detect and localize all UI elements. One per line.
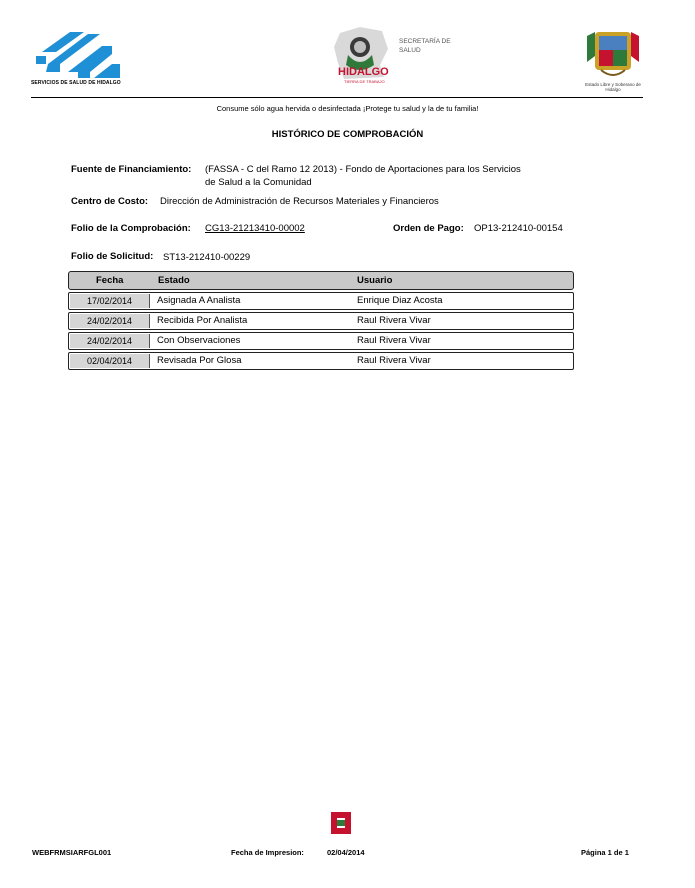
health-motto: Consume sólo agua hervida o desinfectada ¡Protege tu salud y la de tu familia!: [216, 104, 479, 113]
hidalgo-wordmark: HIDALGO: [338, 66, 389, 78]
document-title: HISTÓRICO DE COMPROBACIÓN: [271, 129, 424, 140]
footer-impresion-date: 02/04/2014: [327, 848, 365, 857]
row-usuario: Enrique Diaz Acosta: [357, 295, 443, 306]
table-row: [68, 332, 574, 350]
row-fecha: 17/02/2014: [70, 294, 150, 308]
hidalgo-tagline: TIERRA DE TRABAJO: [344, 79, 385, 84]
row-estado: Revisada Por Glosa: [157, 355, 242, 366]
row-fecha: 24/02/2014: [70, 314, 150, 328]
row-estado: Recibida Por Analista: [157, 315, 248, 326]
row-estado: Con Observaciones: [157, 335, 241, 346]
header-divider: [31, 97, 643, 98]
fuente-value-line1: (FASSA - C del Ramo 12 2013) - Fondo de Aportaciones para los Servicios: [205, 164, 521, 175]
folio-comprobacion-label: Folio de la Comprobación:: [71, 223, 191, 234]
secretaria-text: SECRETARÍA DE SALUD: [399, 38, 451, 54]
table-header: [68, 271, 574, 290]
footer-impresion-label: Fecha de Impresion:: [231, 848, 304, 857]
table-row: [68, 292, 574, 310]
footer-code: WEBFRMSIARFGL001: [32, 848, 112, 857]
column-header-estado: Estado: [158, 275, 190, 286]
centro-value: Dirección de Administración de Recursos Materiales y Financieros: [160, 196, 439, 207]
row-usuario: Raul Rivera Vivar: [357, 315, 431, 326]
column-header-usuario: Usuario: [357, 275, 393, 286]
folio-comprobacion-link[interactable]: CG13-21213410-00002: [205, 223, 305, 234]
fuente-label: Fuente de Financiamiento:: [71, 164, 192, 175]
centro-label: Centro de Costo:: [71, 196, 149, 207]
row-fecha: 24/02/2014: [70, 334, 150, 348]
orden-pago-label: Orden de Pago:: [393, 223, 464, 234]
folio-solicitud-value: ST13-212410-00229: [163, 252, 251, 263]
table-row: [68, 352, 574, 370]
row-estado: Asignada A Analista: [157, 295, 241, 306]
state-coat-of-arms-icon: [585, 26, 641, 82]
footer-emblem-icon: [331, 812, 351, 834]
folio-solicitud-label: Folio de Solicitud:: [71, 251, 154, 262]
ssh-caption: SERVICIOS DE SALUD DE HIDALGO: [31, 80, 121, 86]
row-usuario: Raul Rivera Vivar: [357, 335, 431, 346]
row-usuario: Raul Rivera Vivar: [357, 355, 431, 366]
table-row: [68, 312, 574, 330]
column-header-fecha: Fecha: [96, 275, 124, 286]
orden-pago-value: OP13-212410-00154: [474, 223, 563, 234]
fuente-value-line2: de Salud a la Comunidad: [205, 177, 312, 188]
estado-caption: Estado Libre y Soberano de Hidalgo: [585, 82, 641, 92]
row-fecha: 02/04/2014: [70, 354, 150, 368]
footer-page-number: Página 1 de 1: [581, 848, 629, 857]
